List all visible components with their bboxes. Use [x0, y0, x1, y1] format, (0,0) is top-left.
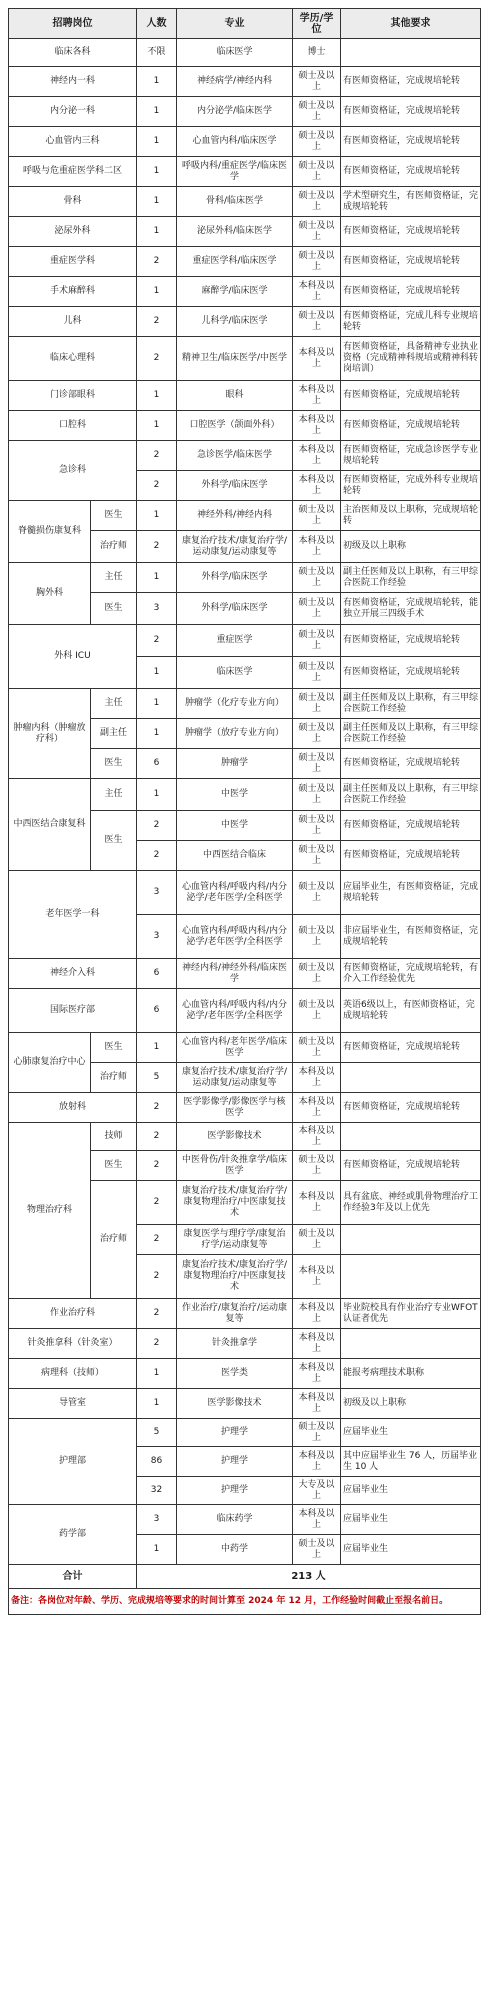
- cell-requirements: 应届毕业生: [341, 1535, 481, 1565]
- table-row: [9, 157, 481, 187]
- cell-education: 硕士及以上: [293, 841, 341, 871]
- cell-education: 本科及以上: [293, 337, 341, 381]
- recruitment-table: [8, 8, 481, 1615]
- cell-education: 硕士及以上: [293, 1419, 341, 1447]
- cell-requirements: 副主任医师及以上职称，有三甲综合医院工作经验: [341, 563, 481, 593]
- cell-count: 1: [137, 67, 177, 97]
- cell-major: 精神卫生/临床医学/中医学: [177, 337, 293, 381]
- cell-count: 2: [137, 841, 177, 871]
- cell-requirements: 有医师资格证，具备精神专业执业资格（完成精神科规培或精神科转岗培训）: [341, 337, 481, 381]
- cell-position: 神经内一科: [9, 67, 137, 97]
- cell-major: 针灸推拿学: [177, 1329, 293, 1359]
- cell-education: 硕士及以上: [293, 657, 341, 689]
- table-row: [9, 689, 481, 719]
- cell-major: 重症医学: [177, 625, 293, 657]
- cell-requirements: 应届毕业生，有医师资格证，完成规培轮转: [341, 871, 481, 915]
- cell-position: 儿科: [9, 307, 137, 337]
- total-value: 213 人: [137, 1565, 481, 1589]
- cell-count: 1: [137, 1389, 177, 1419]
- cell-position: 骨科: [9, 187, 137, 217]
- cell-count: 1: [137, 1359, 177, 1389]
- cell-position: 内分泌一科: [9, 97, 137, 127]
- cell-requirements: 主治医师及以上职称，完成规培轮转: [341, 501, 481, 531]
- cell-subposition: 医生: [91, 593, 137, 625]
- cell-count: 2: [137, 625, 177, 657]
- cell-position: 针灸推拿科（针灸室）: [9, 1329, 137, 1359]
- cell-position: 临床心理科: [9, 337, 137, 381]
- cell-education: 硕士及以上: [293, 127, 341, 157]
- cell-count: 2: [137, 307, 177, 337]
- cell-requirements: [341, 1063, 481, 1093]
- table-row: [9, 381, 481, 411]
- cell-requirements: 有医师资格证，完成规培轮转，能独立开展三四级手术: [341, 593, 481, 625]
- cell-major: 作业治疗/康复治疗/运动康复等: [177, 1299, 293, 1329]
- cell-count: 2: [137, 1255, 177, 1299]
- cell-major: 康复治疗技术/康复治疗学/运动康复/运动康复等: [177, 1063, 293, 1093]
- cell-major: 外科学/临床医学: [177, 593, 293, 625]
- cell-subposition: 主任: [91, 779, 137, 811]
- cell-education: 硕士及以上: [293, 187, 341, 217]
- cell-education: 硕士及以上: [293, 749, 341, 779]
- table-row: [9, 441, 481, 471]
- total-row: [9, 1565, 481, 1589]
- cell-education: 硕士及以上: [293, 1535, 341, 1565]
- cell-major: 心血管内科/呼吸内科/内分泌学/老年医学/全科医学: [177, 871, 293, 915]
- header-major: 专业: [177, 9, 293, 39]
- cell-position: 胸外科: [9, 563, 91, 625]
- cell-major: 心血管内科/临床医学: [177, 127, 293, 157]
- cell-major: 呼吸内科/重症医学/临床医学: [177, 157, 293, 187]
- cell-major: 神经内科/神经外科/临床医学: [177, 959, 293, 989]
- cell-subposition: 主任: [91, 689, 137, 719]
- cell-requirements: 英语6级以上，有医师资格证，完成规培轮转: [341, 989, 481, 1033]
- table-row: [9, 1299, 481, 1329]
- cell-count: 3: [137, 1505, 177, 1535]
- cell-education: 本科及以上: [293, 1359, 341, 1389]
- table-row: [9, 277, 481, 307]
- table-row: [9, 97, 481, 127]
- table-row: [9, 871, 481, 915]
- cell-position: 泌尿外科: [9, 217, 137, 247]
- cell-education: 硕士及以上: [293, 1033, 341, 1063]
- cell-subposition: 治疗师: [91, 1063, 137, 1093]
- table-row: [9, 1093, 481, 1123]
- cell-education: 硕士及以上: [293, 97, 341, 127]
- cell-requirements: 有医师资格证，完成规培轮转: [341, 1151, 481, 1181]
- cell-major: 口腔医学（颌面外科）: [177, 411, 293, 441]
- cell-count: 1: [137, 127, 177, 157]
- cell-count: 2: [137, 1181, 177, 1225]
- cell-requirements: 能报考病理技术职称: [341, 1359, 481, 1389]
- cell-education: 本科及以上: [293, 531, 341, 563]
- cell-count: 1: [137, 157, 177, 187]
- cell-requirements: 有医师资格证，完成规培轮转: [341, 247, 481, 277]
- cell-requirements: 有医师资格证，完成规培轮转: [341, 157, 481, 187]
- cell-major: 肿瘤学: [177, 749, 293, 779]
- cell-requirements: 毕业院校具有作业治疗专业WFOT认证者优先: [341, 1299, 481, 1329]
- cell-major: 医学类: [177, 1359, 293, 1389]
- cell-education: 硕士及以上: [293, 959, 341, 989]
- cell-education: 硕士及以上: [293, 871, 341, 915]
- cell-requirements: 有医师资格证，完成规培轮转: [341, 625, 481, 657]
- cell-education: 博士: [293, 39, 341, 67]
- table-row: [9, 1505, 481, 1535]
- cell-education: 本科及以上: [293, 471, 341, 501]
- cell-subposition: 治疗师: [91, 1181, 137, 1299]
- header-requirements: 其他要求: [341, 9, 481, 39]
- cell-count: 6: [137, 989, 177, 1033]
- cell-count: 2: [137, 811, 177, 841]
- cell-requirements: 有医师资格证，完成规培轮转，有介入工作经验优先: [341, 959, 481, 989]
- cell-requirements: 其中应届毕业生 76 人，历届毕业生 10 人: [341, 1447, 481, 1477]
- cell-education: 本科及以上: [293, 1329, 341, 1359]
- cell-requirements: 有医师资格证，完成规培轮转: [341, 749, 481, 779]
- cell-subposition: 医生: [91, 749, 137, 779]
- cell-education: 本科及以上: [293, 1299, 341, 1329]
- cell-count: 不限: [137, 39, 177, 67]
- cell-position: 作业治疗科: [9, 1299, 137, 1329]
- cell-count: 6: [137, 959, 177, 989]
- cell-requirements: 有医师资格证，完成规培轮转: [341, 841, 481, 871]
- cell-education: 硕士及以上: [293, 67, 341, 97]
- table-row: [9, 563, 481, 593]
- header-count: 人数: [137, 9, 177, 39]
- cell-count: 1: [137, 1033, 177, 1063]
- table-row: [9, 1389, 481, 1419]
- cell-education: 本科及以上: [293, 1123, 341, 1151]
- cell-major: 儿科学/临床医学: [177, 307, 293, 337]
- cell-count: 6: [137, 749, 177, 779]
- table-row: [9, 1329, 481, 1359]
- cell-position: 心肺康复治疗中心: [9, 1033, 91, 1093]
- table-row: [9, 959, 481, 989]
- table-row: [9, 501, 481, 531]
- cell-count: 1: [137, 217, 177, 247]
- cell-education: 本科及以上: [293, 1093, 341, 1123]
- header-position: 招聘岗位: [9, 9, 137, 39]
- cell-education: 硕士及以上: [293, 989, 341, 1033]
- cell-education: 硕士及以上: [293, 1151, 341, 1181]
- cell-requirements: [341, 1329, 481, 1359]
- cell-subposition: 医生: [91, 1151, 137, 1181]
- cell-requirements: 初级及以上职称: [341, 1389, 481, 1419]
- cell-count: 5: [137, 1063, 177, 1093]
- table-row: [9, 411, 481, 441]
- table-row: [9, 989, 481, 1033]
- cell-position: 国际医疗部: [9, 989, 137, 1033]
- table-row: [9, 187, 481, 217]
- cell-requirements: [341, 1123, 481, 1151]
- table-row: [9, 1123, 481, 1151]
- cell-major: 神经病学/神经内科: [177, 67, 293, 97]
- cell-major: 神经外科/神经内科: [177, 501, 293, 531]
- cell-count: 1: [137, 411, 177, 441]
- cell-major: 临床医学: [177, 39, 293, 67]
- cell-major: 医学影像技术: [177, 1389, 293, 1419]
- cell-requirements: 有医师资格证，完成规培轮转: [341, 381, 481, 411]
- cell-major: 护理学: [177, 1477, 293, 1505]
- cell-count: 2: [137, 247, 177, 277]
- cell-requirements: 副主任医师及以上职称，有三甲综合医院工作经验: [341, 719, 481, 749]
- cell-education: 本科及以上: [293, 1255, 341, 1299]
- cell-position: 药学部: [9, 1505, 137, 1565]
- footnote: 备注：各岗位对年龄、学历、完成规培等要求的时间计算至 2024 年 12 月，工作经验时间截止至报名前日。: [9, 1589, 481, 1615]
- cell-position: 肿瘤内科（肿瘤放疗科）: [9, 689, 91, 779]
- cell-major: 护理学: [177, 1419, 293, 1447]
- cell-count: 2: [137, 471, 177, 501]
- cell-count: 2: [137, 1225, 177, 1255]
- cell-education: 硕士及以上: [293, 689, 341, 719]
- cell-education: 本科及以上: [293, 1389, 341, 1419]
- cell-subposition: 技师: [91, 1123, 137, 1151]
- cell-requirements: 有医师资格证，完成规培轮转: [341, 97, 481, 127]
- table-row: [9, 1033, 481, 1063]
- cell-count: 1: [137, 97, 177, 127]
- cell-count: 32: [137, 1477, 177, 1505]
- cell-major: 中医骨伤/针灸推拿学/临床医学: [177, 1151, 293, 1181]
- cell-requirements: 有医师资格证，完成规培轮转: [341, 217, 481, 247]
- cell-major: 康复治疗技术/康复治疗学/运动康复/运动康复等: [177, 531, 293, 563]
- cell-education: 硕士及以上: [293, 157, 341, 187]
- cell-requirements: 有医师资格证，完成儿科专业规培轮转: [341, 307, 481, 337]
- cell-count: 1: [137, 381, 177, 411]
- cell-position: 导管室: [9, 1389, 137, 1419]
- cell-count: 2: [137, 337, 177, 381]
- cell-education: 本科及以上: [293, 1447, 341, 1477]
- cell-education: 本科及以上: [293, 277, 341, 307]
- cell-requirements: 有医师资格证，完成急诊医学专业规培轮转: [341, 441, 481, 471]
- cell-count: 2: [137, 1123, 177, 1151]
- cell-major: 外科学/临床医学: [177, 471, 293, 501]
- cell-position: 放射科: [9, 1093, 137, 1123]
- cell-major: 护理学: [177, 1447, 293, 1477]
- cell-requirements: 有医师资格证，完成规培轮转: [341, 811, 481, 841]
- cell-major: 康复治疗技术/康复治疗学/康复物理治疗/中医康复技术: [177, 1181, 293, 1225]
- cell-subposition: 医生: [91, 501, 137, 531]
- cell-education: 硕士及以上: [293, 779, 341, 811]
- cell-major: 中西医结合临床: [177, 841, 293, 871]
- table-row: [9, 247, 481, 277]
- table-row: [9, 1419, 481, 1447]
- cell-education: 硕士及以上: [293, 247, 341, 277]
- cell-education: 硕士及以上: [293, 915, 341, 959]
- cell-count: 2: [137, 441, 177, 471]
- cell-position: 呼吸与危重症医学科二区: [9, 157, 137, 187]
- cell-position: 心血管内三科: [9, 127, 137, 157]
- cell-requirements: 应届毕业生: [341, 1477, 481, 1505]
- cell-requirements: 有医师资格证，完成规培轮转: [341, 1033, 481, 1063]
- cell-requirements: 有医师资格证，完成规培轮转: [341, 411, 481, 441]
- cell-education: 硕士及以上: [293, 1225, 341, 1255]
- cell-education: 硕士及以上: [293, 593, 341, 625]
- table-row: [9, 67, 481, 97]
- cell-position: 物理治疗科: [9, 1123, 91, 1299]
- table-row: [9, 1359, 481, 1389]
- cell-count: 3: [137, 593, 177, 625]
- cell-position: 神经介入科: [9, 959, 137, 989]
- cell-count: 1: [137, 1535, 177, 1565]
- cell-position: 门诊部眼科: [9, 381, 137, 411]
- cell-education: 本科及以上: [293, 1505, 341, 1535]
- cell-major: 泌尿外科/临床医学: [177, 217, 293, 247]
- cell-count: 2: [137, 1151, 177, 1181]
- cell-major: 临床药学: [177, 1505, 293, 1535]
- cell-requirements: 副主任医师及以上职称，有三甲综合医院工作经验: [341, 689, 481, 719]
- cell-requirements: 具有盆底、神经或肌骨物理治疗工作经验3年及以上优先: [341, 1181, 481, 1225]
- cell-count: 86: [137, 1447, 177, 1477]
- cell-subposition: 治疗师: [91, 531, 137, 563]
- cell-major: 骨科/临床医学: [177, 187, 293, 217]
- table-row: [9, 779, 481, 811]
- cell-major: 医学影像学/影像医学与核医学: [177, 1093, 293, 1123]
- cell-requirements: 应届毕业生: [341, 1505, 481, 1535]
- cell-major: 外科学/临床医学: [177, 563, 293, 593]
- cell-requirements: 初级及以上职称: [341, 531, 481, 563]
- table-row: [9, 337, 481, 381]
- cell-count: 1: [137, 657, 177, 689]
- cell-major: 眼科: [177, 381, 293, 411]
- note-row: [9, 1589, 481, 1615]
- cell-position: 手术麻醉科: [9, 277, 137, 307]
- table-row: [9, 127, 481, 157]
- cell-major: 肿瘤学（化疗专业方向）: [177, 689, 293, 719]
- cell-major: 心血管内科/老年医学/临床医学: [177, 1033, 293, 1063]
- cell-education: 本科及以上: [293, 411, 341, 441]
- cell-count: 3: [137, 871, 177, 915]
- cell-major: 医学影像技术: [177, 1123, 293, 1151]
- cell-requirements: [341, 39, 481, 67]
- table-row: [9, 625, 481, 657]
- header-education: 学历/学位: [293, 9, 341, 39]
- cell-count: 1: [137, 563, 177, 593]
- cell-count: 1: [137, 779, 177, 811]
- cell-subposition: 主任: [91, 563, 137, 593]
- cell-count: 1: [137, 277, 177, 307]
- cell-position: 口腔科: [9, 411, 137, 441]
- cell-requirements: 有医师资格证，完成规培轮转: [341, 67, 481, 97]
- cell-education: 本科及以上: [293, 1181, 341, 1225]
- cell-requirements: 有医师资格证，完成规培轮转: [341, 1093, 481, 1123]
- cell-count: 5: [137, 1419, 177, 1447]
- table-row: [9, 217, 481, 247]
- cell-requirements: 学术型研究生，有医师资格证，完成规培轮转: [341, 187, 481, 217]
- cell-major: 中医学: [177, 779, 293, 811]
- cell-education: 硕士及以上: [293, 501, 341, 531]
- total-label: 合计: [9, 1565, 137, 1589]
- cell-count: 2: [137, 1299, 177, 1329]
- cell-position: 临床各科: [9, 39, 137, 67]
- cell-count: 1: [137, 689, 177, 719]
- cell-count: 3: [137, 915, 177, 959]
- cell-count: 2: [137, 531, 177, 563]
- cell-position: 中西医结合康复科: [9, 779, 91, 871]
- cell-education: 硕士及以上: [293, 625, 341, 657]
- cell-position: 脊髓损伤康复科: [9, 501, 91, 563]
- cell-requirements: 有医师资格证，完成规培轮转: [341, 127, 481, 157]
- cell-major: 肿瘤学（放疗专业方向）: [177, 719, 293, 749]
- cell-major: 重症医学科/临床医学: [177, 247, 293, 277]
- cell-requirements: 有医师资格证，完成外科专业规培轮转: [341, 471, 481, 501]
- cell-major: 内分泌学/临床医学: [177, 97, 293, 127]
- cell-education: 硕士及以上: [293, 719, 341, 749]
- cell-requirements: [341, 1225, 481, 1255]
- table-header-row: [9, 9, 481, 39]
- cell-subposition: 医生: [91, 811, 137, 871]
- cell-requirements: 副主任医师及以上职称，有三甲综合医院工作经验: [341, 779, 481, 811]
- cell-count: 2: [137, 1093, 177, 1123]
- cell-count: 1: [137, 501, 177, 531]
- cell-position: 护理部: [9, 1419, 137, 1505]
- cell-count: 2: [137, 1329, 177, 1359]
- cell-subposition: 副主任: [91, 719, 137, 749]
- cell-education: 大专及以上: [293, 1477, 341, 1505]
- cell-requirements: 有医师资格证，完成规培轮转: [341, 277, 481, 307]
- cell-major: 急诊医学/临床医学: [177, 441, 293, 471]
- cell-major: 心血管内科/呼吸内科/内分泌学/老年医学/全科医学: [177, 989, 293, 1033]
- cell-position: 重症医学科: [9, 247, 137, 277]
- cell-education: 本科及以上: [293, 1063, 341, 1093]
- cell-requirements: 非应届毕业生，有医师资格证，完成规培轮转: [341, 915, 481, 959]
- cell-position: 病理科（技师）: [9, 1359, 137, 1389]
- cell-major: 麻醉学/临床医学: [177, 277, 293, 307]
- cell-education: 本科及以上: [293, 381, 341, 411]
- cell-education: 硕士及以上: [293, 217, 341, 247]
- cell-requirements: [341, 1255, 481, 1299]
- cell-major: 临床医学: [177, 657, 293, 689]
- cell-education: 硕士及以上: [293, 307, 341, 337]
- cell-major: 康复治疗技术/康复治疗学/康复物理治疗/中医康复技术: [177, 1255, 293, 1299]
- cell-major: 中药学: [177, 1535, 293, 1565]
- cell-education: 本科及以上: [293, 441, 341, 471]
- table-row: [9, 307, 481, 337]
- cell-position: 急诊科: [9, 441, 137, 501]
- cell-position: 外科 ICU: [9, 625, 137, 689]
- cell-major: 康复医学与理疗学/康复治疗学/运动康复等: [177, 1225, 293, 1255]
- cell-count: 1: [137, 719, 177, 749]
- cell-requirements: 有医师资格证，完成规培轮转: [341, 657, 481, 689]
- cell-education: 硕士及以上: [293, 563, 341, 593]
- cell-major: 心血管内科/呼吸内科/内分泌学/老年医学/全科医学: [177, 915, 293, 959]
- cell-requirements: 应届毕业生: [341, 1419, 481, 1447]
- cell-education: 硕士及以上: [293, 811, 341, 841]
- cell-major: 中医学: [177, 811, 293, 841]
- table-row: [9, 39, 481, 67]
- cell-count: 1: [137, 187, 177, 217]
- cell-position: 老年医学一科: [9, 871, 137, 959]
- cell-subposition: 医生: [91, 1033, 137, 1063]
